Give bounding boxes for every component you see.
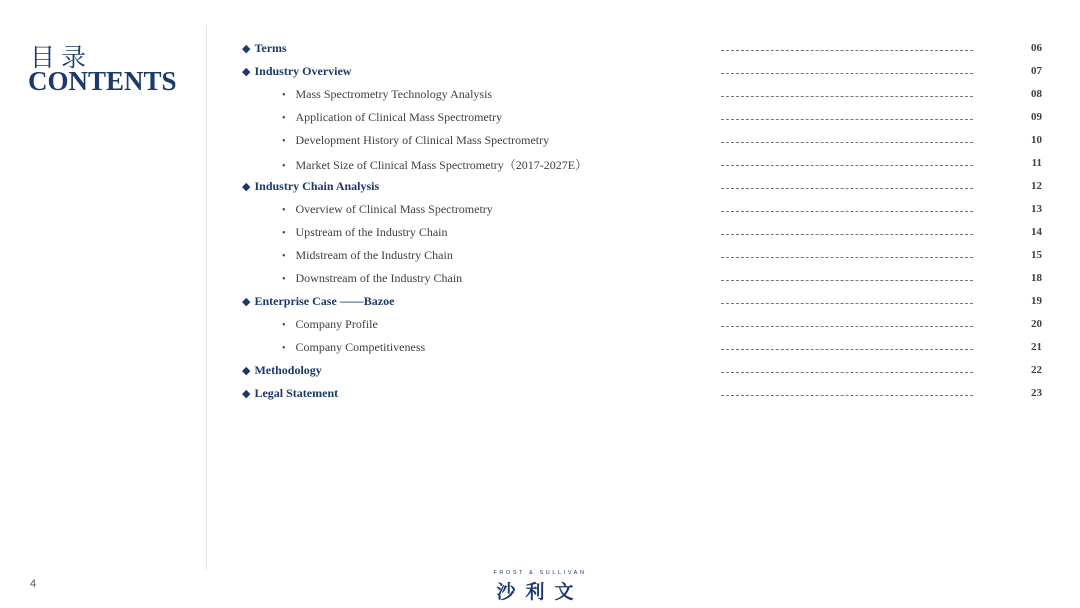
toc-entry-label bbox=[282, 340, 425, 355]
toc-entry-label bbox=[282, 110, 502, 125]
toc-entry-text: Midstream of the Industry Chain bbox=[295, 248, 453, 262]
toc-entry-text: Overview of Clinical Mass Spectrometry bbox=[295, 202, 493, 216]
toc-page-number: 12 bbox=[1031, 180, 1042, 192]
dotted-leader bbox=[721, 73, 973, 74]
toc-entry-label bbox=[242, 41, 287, 56]
slide-page-number: 4 bbox=[30, 578, 37, 590]
toc-entry-text: Application of Clinical Mass Spectrometry bbox=[295, 110, 503, 124]
dotted-leader bbox=[721, 211, 973, 212]
toc-subsection-row[interactable] bbox=[240, 222, 1046, 245]
toc-subsection-row[interactable] bbox=[240, 268, 1046, 291]
toc-section-row[interactable] bbox=[240, 61, 1046, 84]
toc-entry-label bbox=[242, 294, 394, 309]
toc-entry-text: Market Size of Clinical Mass Spectrometry（2017-2027E） bbox=[295, 158, 588, 172]
toc-entry-text: Industry Chain Analysis bbox=[254, 179, 380, 193]
toc-page-number: 23 bbox=[1031, 387, 1042, 399]
toc-page-number: 19 bbox=[1031, 295, 1042, 307]
toc-entry-text: Company Profile bbox=[295, 317, 378, 331]
toc-section-row[interactable] bbox=[240, 291, 1046, 314]
toc-entry-label bbox=[282, 248, 453, 263]
toc-subsection-row[interactable] bbox=[240, 107, 1046, 130]
dot-bullet-icon: • bbox=[282, 320, 286, 331]
dotted-leader bbox=[721, 326, 973, 327]
dotted-leader bbox=[721, 234, 973, 235]
diamond-bullet-icon: ◆ bbox=[242, 296, 251, 308]
dotted-leader bbox=[721, 395, 973, 396]
frost-sullivan-logo bbox=[484, 570, 596, 603]
title-chinese: 目录 bbox=[30, 43, 93, 72]
diamond-bullet-icon: ◆ bbox=[242, 365, 251, 377]
toc-entry-text: Mass Spectrometry Technology Analysis bbox=[295, 87, 493, 101]
toc-entry-label bbox=[242, 363, 322, 378]
dotted-leader bbox=[721, 303, 973, 304]
toc-entry-label bbox=[282, 225, 447, 240]
toc-page-number: 14 bbox=[1031, 226, 1042, 238]
toc-entry-text: Terms bbox=[254, 41, 287, 55]
toc-page-number: 10 bbox=[1031, 134, 1042, 146]
diamond-bullet-icon: ◆ bbox=[242, 181, 251, 193]
toc-section-row[interactable] bbox=[240, 383, 1046, 406]
toc-page-number: 21 bbox=[1031, 341, 1042, 353]
toc-entry-label bbox=[282, 156, 587, 173]
toc-entry-label bbox=[282, 133, 549, 148]
logo-english-text: FROST & SULLIVAN bbox=[493, 570, 587, 576]
dotted-leader bbox=[721, 188, 973, 189]
toc-entry-label bbox=[242, 386, 338, 401]
toc-entry-text: Legal Statement bbox=[254, 386, 339, 400]
toc-section-row[interactable] bbox=[240, 38, 1046, 61]
toc-section-row[interactable] bbox=[240, 360, 1046, 383]
dotted-leader bbox=[721, 349, 973, 350]
dotted-leader bbox=[721, 257, 973, 258]
dotted-leader bbox=[721, 50, 973, 51]
vertical-divider bbox=[206, 25, 207, 570]
toc-entry-text: Downstream of the Industry Chain bbox=[295, 271, 463, 285]
toc-entry-label bbox=[282, 202, 493, 217]
toc-page-number: 15 bbox=[1031, 249, 1042, 261]
toc-subsection-row[interactable] bbox=[240, 84, 1046, 107]
title-contents: CONTENTS bbox=[28, 66, 177, 96]
dot-bullet-icon: • bbox=[282, 274, 286, 285]
dotted-leader bbox=[721, 96, 973, 97]
dotted-leader bbox=[721, 142, 973, 143]
table-of-contents bbox=[240, 38, 1046, 406]
toc-section-row[interactable] bbox=[240, 176, 1046, 199]
diamond-bullet-icon: ◆ bbox=[242, 66, 251, 78]
toc-page-number: 09 bbox=[1031, 111, 1042, 123]
toc-page-number: 20 bbox=[1031, 318, 1042, 330]
toc-page-number: 18 bbox=[1031, 272, 1042, 284]
toc-page-number: 07 bbox=[1031, 65, 1042, 77]
toc-entry-text: Company Competitiveness bbox=[295, 340, 426, 354]
toc-entry-label bbox=[242, 179, 379, 194]
dot-bullet-icon: • bbox=[282, 90, 286, 101]
logo-chinese-text: 沙利文 bbox=[496, 581, 584, 603]
toc-subsection-row[interactable] bbox=[240, 199, 1046, 222]
toc-page-number: 06 bbox=[1031, 42, 1042, 54]
diamond-bullet-icon: ◆ bbox=[242, 43, 251, 55]
dot-bullet-icon: • bbox=[282, 205, 286, 216]
dot-bullet-icon: • bbox=[282, 161, 286, 172]
toc-entry-text: Upstream of the Industry Chain bbox=[295, 225, 448, 239]
toc-entry-text: Enterprise Case ——Bazoe bbox=[254, 294, 395, 308]
diamond-bullet-icon: ◆ bbox=[242, 388, 251, 400]
toc-subsection-row[interactable] bbox=[240, 130, 1046, 153]
dot-bullet-icon: • bbox=[282, 228, 286, 239]
dot-bullet-icon: • bbox=[282, 343, 286, 354]
dot-bullet-icon: • bbox=[282, 136, 286, 147]
toc-entry-label bbox=[282, 317, 378, 332]
toc-subsection-row[interactable] bbox=[240, 337, 1046, 360]
toc-subsection-row[interactable] bbox=[240, 153, 1046, 176]
dotted-leader bbox=[721, 372, 973, 373]
dot-bullet-icon: • bbox=[282, 251, 286, 262]
toc-entry-text: Industry Overview bbox=[254, 64, 352, 78]
toc-subsection-row[interactable] bbox=[240, 314, 1046, 337]
toc-subsection-row[interactable] bbox=[240, 245, 1046, 268]
toc-page-number: 22 bbox=[1031, 364, 1042, 376]
toc-page-number: 13 bbox=[1031, 203, 1042, 215]
dotted-leader bbox=[721, 280, 973, 281]
toc-entry-label bbox=[282, 271, 462, 286]
dotted-leader bbox=[721, 119, 973, 120]
toc-entry-label bbox=[242, 64, 351, 79]
toc-entry-text: Methodology bbox=[254, 363, 322, 377]
dotted-leader bbox=[721, 165, 973, 166]
dot-bullet-icon: • bbox=[282, 113, 286, 124]
toc-page-number: 08 bbox=[1031, 88, 1042, 100]
toc-entry-text: Development History of Clinical Mass Spectrometry bbox=[295, 133, 550, 147]
toc-page-number: 11 bbox=[1031, 157, 1042, 169]
toc-entry-label bbox=[282, 87, 492, 102]
